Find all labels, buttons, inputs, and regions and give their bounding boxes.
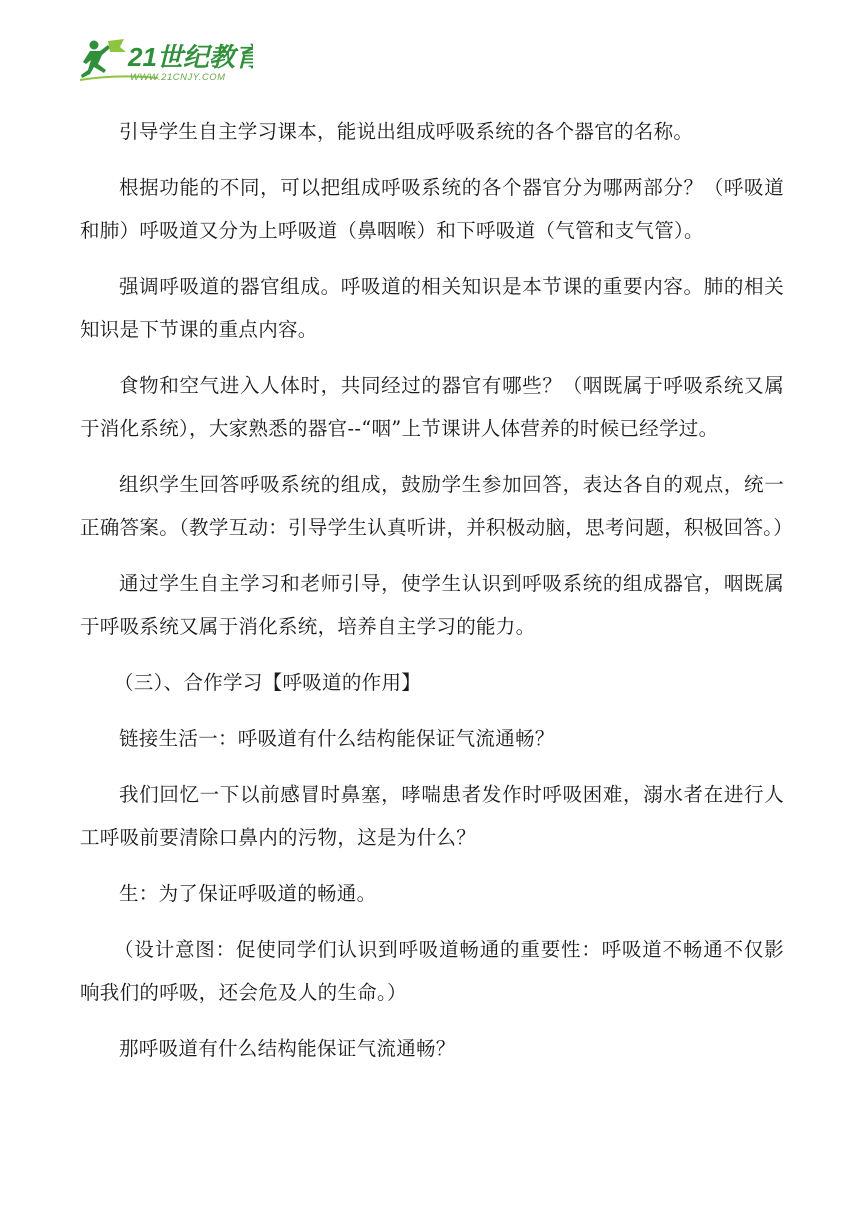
site-logo [78, 38, 253, 84]
document-body [80, 110, 794, 1083]
paragraph: 强调呼吸道的器官组成。呼吸道的相关知识是本节课的重要内容。肺的相关知识是下节课的重点内容。 [80, 275, 784, 341]
logo-text: 21世纪教育 [128, 42, 253, 72]
paragraph: 引导学生自主学习课本，能说出组成呼吸系统的各个器官的名称。 [119, 120, 694, 143]
paragraph: 链接生活一：呼吸道有什么结构能保证气流通畅？ [119, 727, 555, 750]
section-heading: （三）、合作学习【呼吸道的作用】 [114, 671, 422, 694]
paragraph: 我们回忆一下以前感冒时鼻塞，哮喘患者发作时呼吸困难，溺水者在进行人工呼吸前要清除口鼻内的污物，这是为什么？ [80, 783, 784, 849]
logo-url: WWW.21CNJY.COM [130, 72, 226, 83]
paragraph: 生：为了保证呼吸道的畅通。 [119, 882, 377, 905]
paragraph: 通过学生自主学习和老师引导，使学生认识到呼吸系统的组成器官，咽既属于呼吸系统又属于消化系统，培养自主学习的能力。 [80, 572, 784, 638]
paragraph: 食物和空气进入人体时，共同经过的器官有哪些？（咽既属于呼吸系统又属于消化系统），大家熟悉的器官--“咽”上节课讲人体营养的时候已经学过。 [80, 374, 784, 440]
paragraph: 根据功能的不同，可以把组成呼吸系统的各个器官分为哪两部分？（呼吸道和肺）呼吸道又分为上呼吸道（鼻咽喉）和下呼吸道（气管和支气管）。 [80, 176, 784, 242]
paragraph: 那呼吸道有什么结构能保证气流通畅？ [119, 1037, 456, 1060]
design-note: （设计意图：促使同学们认识到呼吸道畅通的重要性：呼吸道不畅通不仅影响我们的呼吸，还会危及人的生命。） [80, 938, 784, 1004]
logo-graphic [78, 38, 253, 84]
paragraph: 组织学生回答呼吸系统的组成，鼓励学生参加回答，表达各自的观点，统一正确答案。（教学互动：引导学生认真听讲，并积极动脑，思考问题，积极回答。） [80, 473, 794, 539]
